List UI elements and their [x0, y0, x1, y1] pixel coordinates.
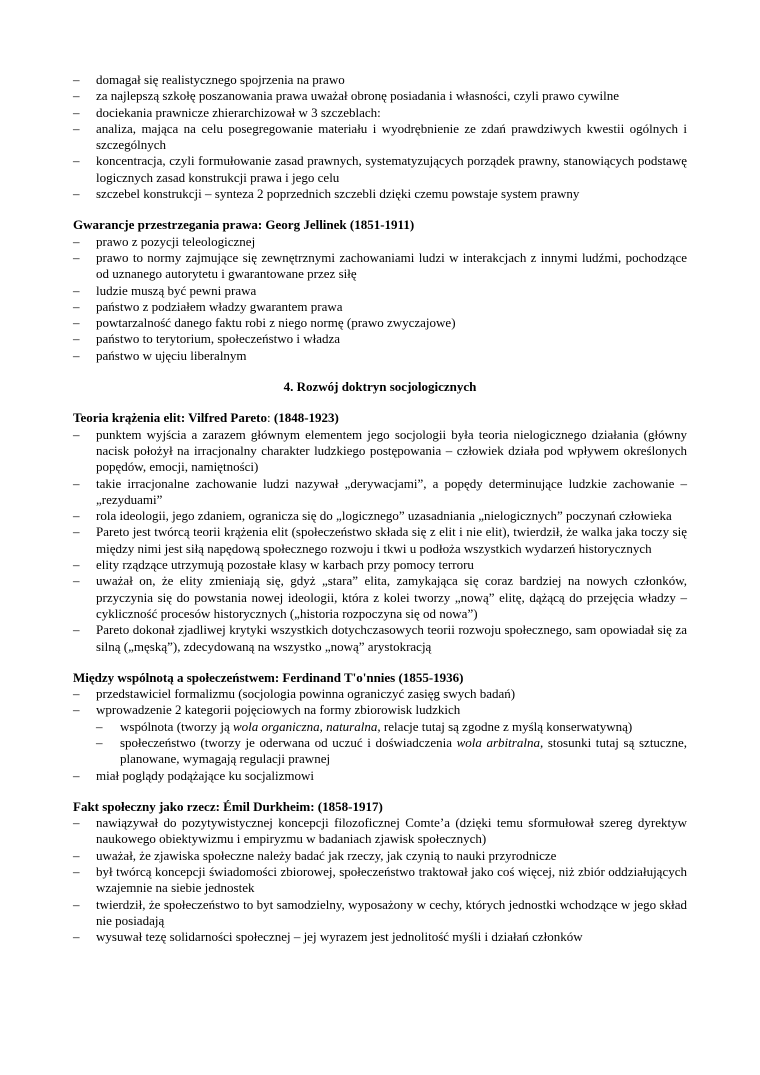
section-title-durkheim: Fakt społeczny jako rzecz: Émil Durkheim: (1858-1917) — [73, 798, 383, 814]
list-item: – Pareto jest twórcą teorii krążenia elit (społeczeństwo składa się z elit i nie elit), twierdził, że walka jaka toczy się między nimi jest siłą napędową społecznego rozwoju i tkwi u podłoża wszystkich wydarzeń historycznych — [73, 524, 687, 557]
list-item: – elity rządzące utrzymują pozostałe klasy w karbach przy pomocy terroru — [73, 557, 687, 573]
section-title-tonnies: Między wspólnotą a społeczeństwem: Ferdinand T'o'nnies (1855-1936) — [73, 669, 464, 685]
list-item: – Pareto dokonał zjadliwej krytyki wszystkich dotychczasowych teorii rozwoju społecznego, sam opowiadał się za silną („męską”), zdecydowaną na wszystko „nową” arystokracją — [73, 622, 687, 655]
list-item: – szczebel konstrukcji – synteza 2 poprzednich szczebli dzięki czemu powstaje system prawny — [73, 186, 687, 202]
list-item: – nawiązywał do pozytywistycznej koncepcji filozoficznej Comte’a (dzięki temu sformułował szereg dyrektyw naukowego obiektywizmu i empiryzmu w badaniach zjawisk społecznych) — [73, 815, 687, 848]
section-title-years: (1848-1923) — [270, 410, 339, 426]
text-part: wspólnota (tworzy ją — [120, 718, 234, 734]
sub-list-item — [73, 735, 687, 768]
tonnies-sublist — [73, 719, 687, 768]
tonnies-list-end — [73, 768, 687, 784]
list-item: – państwo z podziałem władzy gwarantem prawa — [73, 299, 687, 315]
title-colon: : — [267, 410, 271, 426]
list-item: – uważał, że zjawiska społeczne należy badać jak rzeczy, jak czynią to nauki przyrodnicze — [73, 848, 687, 864]
chapter-title: 4. Rozwój doktryn socjologicznych — [283, 379, 477, 395]
tonnies-list — [73, 686, 687, 719]
italic-term: wola organiczna, naturalna — [233, 718, 378, 734]
list-item: – prawo to normy zajmujące się zewnętrznymi zachowaniami ludzi w interakcjach z innymi ludźmi, pochodzące od uznanego autorytetu i gwarantowane przez siłę — [73, 250, 687, 283]
text-part: społeczeństwo (tworzy je oderwana od uczuć i doświadczenia — [120, 734, 457, 750]
list-item: – koncentracja, czyli formułowanie zasad prawnych, systematyzujących porządek prawny, stanowiących podstawę logicznych zasad konstrukcji prawa i jego celu — [73, 153, 687, 186]
list-item: – punktem wyjścia a zarazem głównym elementem jego socjologii była teoria nielogicznego działania (główny nacisk położył na irracjonalny charakter ludzkiego postępowania – człowiek działa pod wpływem określonych popędów, emocji, namiętności) — [73, 427, 687, 476]
list-item: – miał poglądy podążające ku socjalizmowi — [73, 768, 687, 784]
italic-term: wola arbitralna, — [456, 734, 544, 750]
list-item: – ludzie muszą być pewni prawa — [73, 283, 687, 299]
list-item: – za najlepszą szkołę poszanowania prawa uważał obronę posiadania i własności, czyli prawo cywilne — [73, 88, 687, 104]
section-title-jellinek: Gwarancje przestrzegania prawa: Georg Jellinek (1851-1911) — [73, 217, 415, 233]
list-item: – wysuwał tezę solidarności społecznej – jej wyrazem jest jednolitość myśli i działań członków — [73, 929, 687, 945]
list-item: – analiza, mająca na celu posegregowanie materiału i wyodrębnienie ze zdań prawdziwych kwestii ogólnych i szczególnych — [73, 121, 687, 154]
section-title-pareto — [73, 410, 687, 426]
list-item: – domagał się realistycznego spojrzenia na prawo — [73, 72, 687, 88]
text-part: stosunki tutaj są sztuczne, planowane, wymagają regulacji prawnej — [120, 734, 687, 767]
section-title-text: Teoria krążenia elit: Vilfred Pareto — [73, 410, 267, 426]
jellinek-list — [73, 234, 687, 364]
list-item: – państwo w ujęciu liberalnym — [73, 348, 687, 364]
list-item: – przedstawiciel formalizmu (socjologia powinna ograniczyć zasięg swych badań) — [73, 686, 687, 702]
intro-list — [73, 72, 687, 202]
sub-list-item — [73, 719, 687, 735]
list-item: – dociekania prawnicze zhierarchizował w 3 szczeblach: — [73, 105, 687, 121]
list-item: – twierdził, że społeczeństwo to byt samodzielny, wyposażony w cechy, których jednostki wchodzące w jego skład nie posiadają — [73, 897, 687, 930]
list-item: – prawo z pozycji teleologicznej — [73, 234, 687, 250]
document-content — [73, 72, 687, 946]
pareto-list — [73, 427, 687, 655]
list-item: – uważał on, że elity zmieniają się, gdyż „stara” elita, zamykająca się coraz bardziej na nowych członków, przyczynia się do powstania nowej ideologii, która z kolei tworzy „nową” elitę, dążącą do przejęcia władzy – cykliczność procesów historycznych („historia rozpoczyna się od nowa”) — [73, 573, 687, 622]
list-item: – takie irracjonalne zachowanie ludzi nazywał „derywacjami”, a popędy determinujące ludzkie zachowanie – „rezyduami” — [73, 476, 687, 509]
list-item: – rola ideologii, jego zdaniem, ogranicza się do „logicznego” uzasadniania „nielogicznych” poczynań człowieka — [73, 508, 687, 524]
list-item: – wprowadzenie 2 kategorii pojęciowych na formy zbiorowisk ludzkich — [73, 702, 687, 718]
list-item: – powtarzalność danego faktu robi z niego normę (prawo zwyczajowe) — [73, 315, 687, 331]
text-part: , relacje tutaj są zgodne z myślą konserwatywną) — [377, 718, 633, 734]
durkheim-list — [73, 815, 687, 945]
list-item: – państwo to terytorium, społeczeństwo i władza — [73, 331, 687, 347]
list-item: – był twórcą koncepcji świadomości zbiorowej, społeczeństwo traktował jako coś więcej, niż zbiór oddziałujących wzajemnie na siebie jednostek — [73, 864, 687, 897]
